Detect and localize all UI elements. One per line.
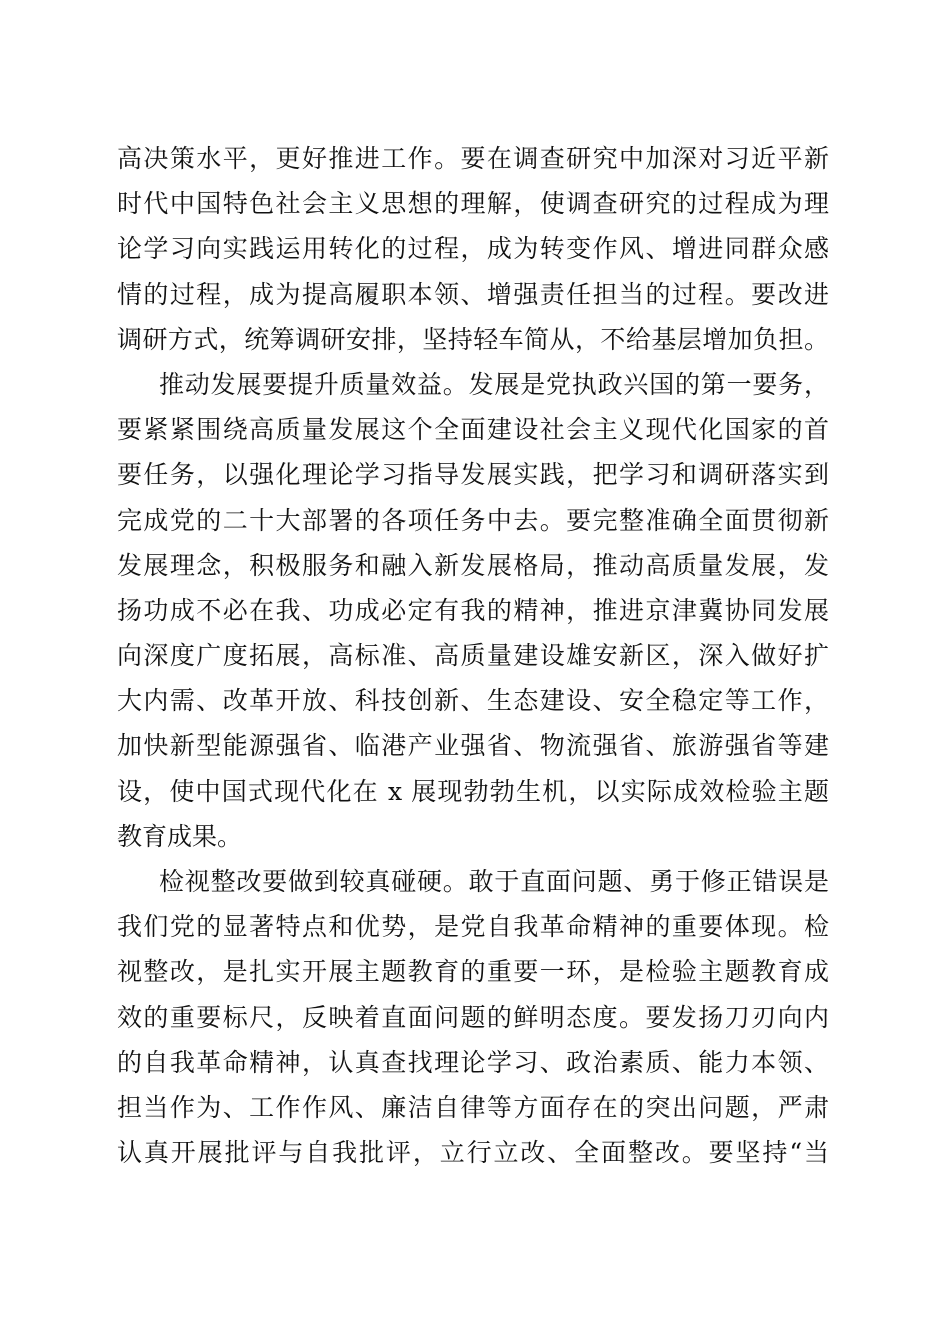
document-body (117, 136, 829, 1175)
paragraph-2-line-4: 完成党的二十大部署的各项任务中去。要完整准确全面贯彻新 (117, 505, 829, 535)
paragraph-2-line-3: 要任务，以强化理论学习指导发展实践，把学习和调研落实到 (117, 460, 829, 490)
paragraph-2-line-9: 加快新型能源强省、临港产业强省、物流强省、旅游强省等建 (117, 731, 829, 761)
paragraph-3-line-1: 检视整改要做到较真碰硬。敢于直面问题、勇于修正错误是 (159, 867, 829, 896)
paragraph-2-line-5: 发展理念，积极服务和融入新发展格局，推动高质量发展，发 (117, 550, 829, 580)
paragraph-2-line-11: 教育成果。 (117, 821, 243, 851)
paragraph-3-line-5: 的自我革命精神，认真查找理论学习、政治素质、能力本领、 (117, 1047, 829, 1077)
paragraph-2-line-1: 推动发展要提升质量效益。发展是党执政兴国的第一要务， (159, 369, 829, 399)
paragraph-1-line-1: 高决策水平，更好推进工作。要在调查研究中加深对习近平新 (117, 144, 829, 173)
paragraph-3-line-3: 视整改，是扎实开展主题教育的重要一环，是检验主题教育成 (117, 957, 829, 987)
paragraph-2-line-8: 大内需、改革开放、科技创新、生态建设、安全稳定等工作， (117, 686, 829, 716)
paragraph-2-line-10: 设，使中国式现代化在 x 展现勃勃生机，以实际成效检验主题 (117, 776, 829, 806)
paragraph-3-line-6: 担当作为、工作作风、廉洁自律等方面存在的突出问题，严肃 (117, 1092, 829, 1122)
paragraph-3-line-2: 我们党的显著特点和优势，是党自我革命精神的重要体现。检 (117, 912, 829, 942)
paragraph-1-line-2: 时代中国特色社会主义思想的理解，使调查研究的过程成为理 (117, 189, 829, 219)
paragraph-3-line-7: 认真开展批评与自我批评，立行立改、全面整改。要坚持“当 (117, 1138, 829, 1168)
paragraph-2-line-7: 向深度广度拓展，高标准、高质量建设雄安新区，深入做好扩 (117, 641, 829, 671)
paragraph-1-line-3: 论学习向实践运用转化的过程，成为转变作风、增进同群众感 (117, 234, 829, 264)
paragraph-2-line-6: 扬功成不必在我、功成必定有我的精神，推进京津冀协同发展 (117, 595, 829, 625)
paragraph-1-line-4: 情的过程，成为提高履职本领、增强责任担当的过程。要改进 (117, 279, 829, 309)
paragraph-3-line-4: 效的重要标尺，反映着直面问题的鲜明态度。要发扬刀刃向内 (117, 1002, 829, 1032)
paragraph-2-line-2: 要紧紧围绕高质量发展这个全面建设社会主义现代化国家的首 (117, 415, 829, 445)
paragraph-1-line-5: 调研方式，统筹调研安排，坚持轻车简从，不给基层增加负担。 (117, 324, 829, 354)
